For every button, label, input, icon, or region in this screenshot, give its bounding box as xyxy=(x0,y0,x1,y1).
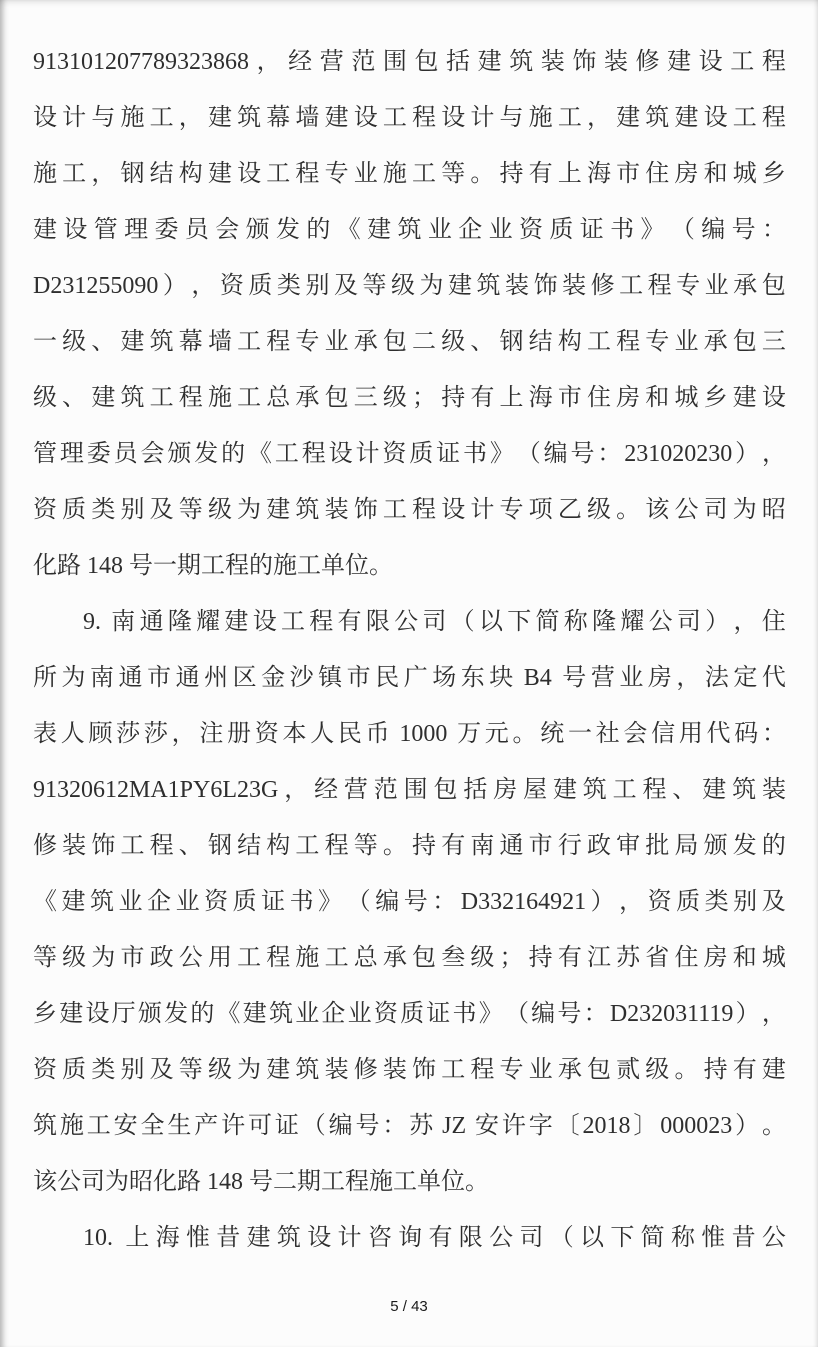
text-line: 设 计 与 施 工 ， 建 筑 幕 墙 建 设 工 程 设 计 与 施 工 ， 建 筑 建 设 工 程 xyxy=(33,105,786,131)
text-line: 级 、 建 筑 工 程 施 工 总 承 包 三 级 ； 持 有 上 海 市 住 房 和 城 乡 建 设 xyxy=(33,385,786,411)
text-line: 等 级 为 市 政 公 用 工 程 施 工 总 承 包 叁 级 ； 持 有 江 苏 省 住 房 和 城 xyxy=(33,945,786,971)
document-body xyxy=(33,34,786,1266)
text-line: 管 理 委 员 会 颁 发 的 《 工 程 设 计 资 质 证 书 》 （ 编 号 ： 231020230 ） ， xyxy=(33,441,786,467)
text-line: 913101207789323868 ， 经 营 范 围 包 括 建 筑 装 饰 装 修 建 设 工 程 xyxy=(33,49,786,75)
text-line: 施 工 ， 钢 结 构 建 设 工 程 专 业 施 工 等 。 持 有 上 海 市 住 房 和 城 乡 xyxy=(33,161,786,187)
text-line: 91320612MA1PY6L23G ， 经 营 范 围 包 括 房 屋 建 筑 工 程 、 建 筑 装 xyxy=(33,777,786,803)
text-line: 10. 上 海 惟 昔 建 筑 设 计 咨 询 有 限 公 司 （ 以 下 简 称 惟 昔 公 xyxy=(83,1225,786,1251)
text-line: 建 设 管 理 委 员 会 颁 发 的 《 建 筑 业 企 业 资 质 证 书 》 （ 编 号 ： xyxy=(33,217,786,243)
text-line: 所 为 南 通 市 通 州 区 金 沙 镇 市 民 广 场 东 块 B4 号 营 业 房 ， 法 定 代 xyxy=(33,665,786,691)
text-line: 修 装 饰 工 程 、 钢 结 构 工 程 等 。 持 有 南 通 市 行 政 审 批 局 颁 发 的 xyxy=(33,833,786,859)
text-line: 表 人 顾 莎 莎 ， 注 册 资 本 人 民 币 1000 万 元 。 统 一 社 会 信 用 代 码 ： xyxy=(33,721,786,747)
page-number: 5 / 43 xyxy=(390,1298,428,1315)
text-line: 筑 施 工 安 全 生 产 许 可 证 （ 编 号 ： 苏 JZ 安 许 字 〔 2018 〕 000023 ） 。 xyxy=(33,1113,786,1139)
text-line: 一 级 、 建 筑 幕 墙 工 程 专 业 承 包 二 级 、 钢 结 构 工 程 专 业 承 包 三 xyxy=(33,329,786,355)
text-line: 《 建 筑 业 企 业 资 质 证 书 》 （ 编 号 ： D332164921 ） ， 资 质 类 别 及 xyxy=(33,889,786,915)
text-line: 资 质 类 别 及 等 级 为 建 筑 装 饰 工 程 设 计 专 项 乙 级 。 该 公 司 为 昭 xyxy=(33,497,786,523)
text-line: D231255090 ） ， 资 质 类 别 及 等 级 为 建 筑 装 饰 装 修 工 程 专 业 承 包 xyxy=(33,273,786,299)
text-line: 该 公 司 为 昭 化 路 148 号 二 期 工 程 施 工 单 位 。 xyxy=(33,1169,489,1195)
text-line: 资 质 类 别 及 等 级 为 建 筑 装 修 装 饰 工 程 专 业 承 包 贰 级 。 持 有 建 xyxy=(33,1057,786,1083)
text-line: 乡 建 设 厅 颁 发 的 《 建 筑 业 企 业 资 质 证 书 》 （ 编 号 ： D232031119 ） ， xyxy=(33,1001,786,1027)
text-line: 9. 南 通 隆 耀 建 设 工 程 有 限 公 司 （ 以 下 简 称 隆 耀 公 司 ） ， 住 xyxy=(83,609,786,635)
text-line: 化 路 148 号 一 期 工 程 的 施 工 单 位 。 xyxy=(33,553,393,579)
